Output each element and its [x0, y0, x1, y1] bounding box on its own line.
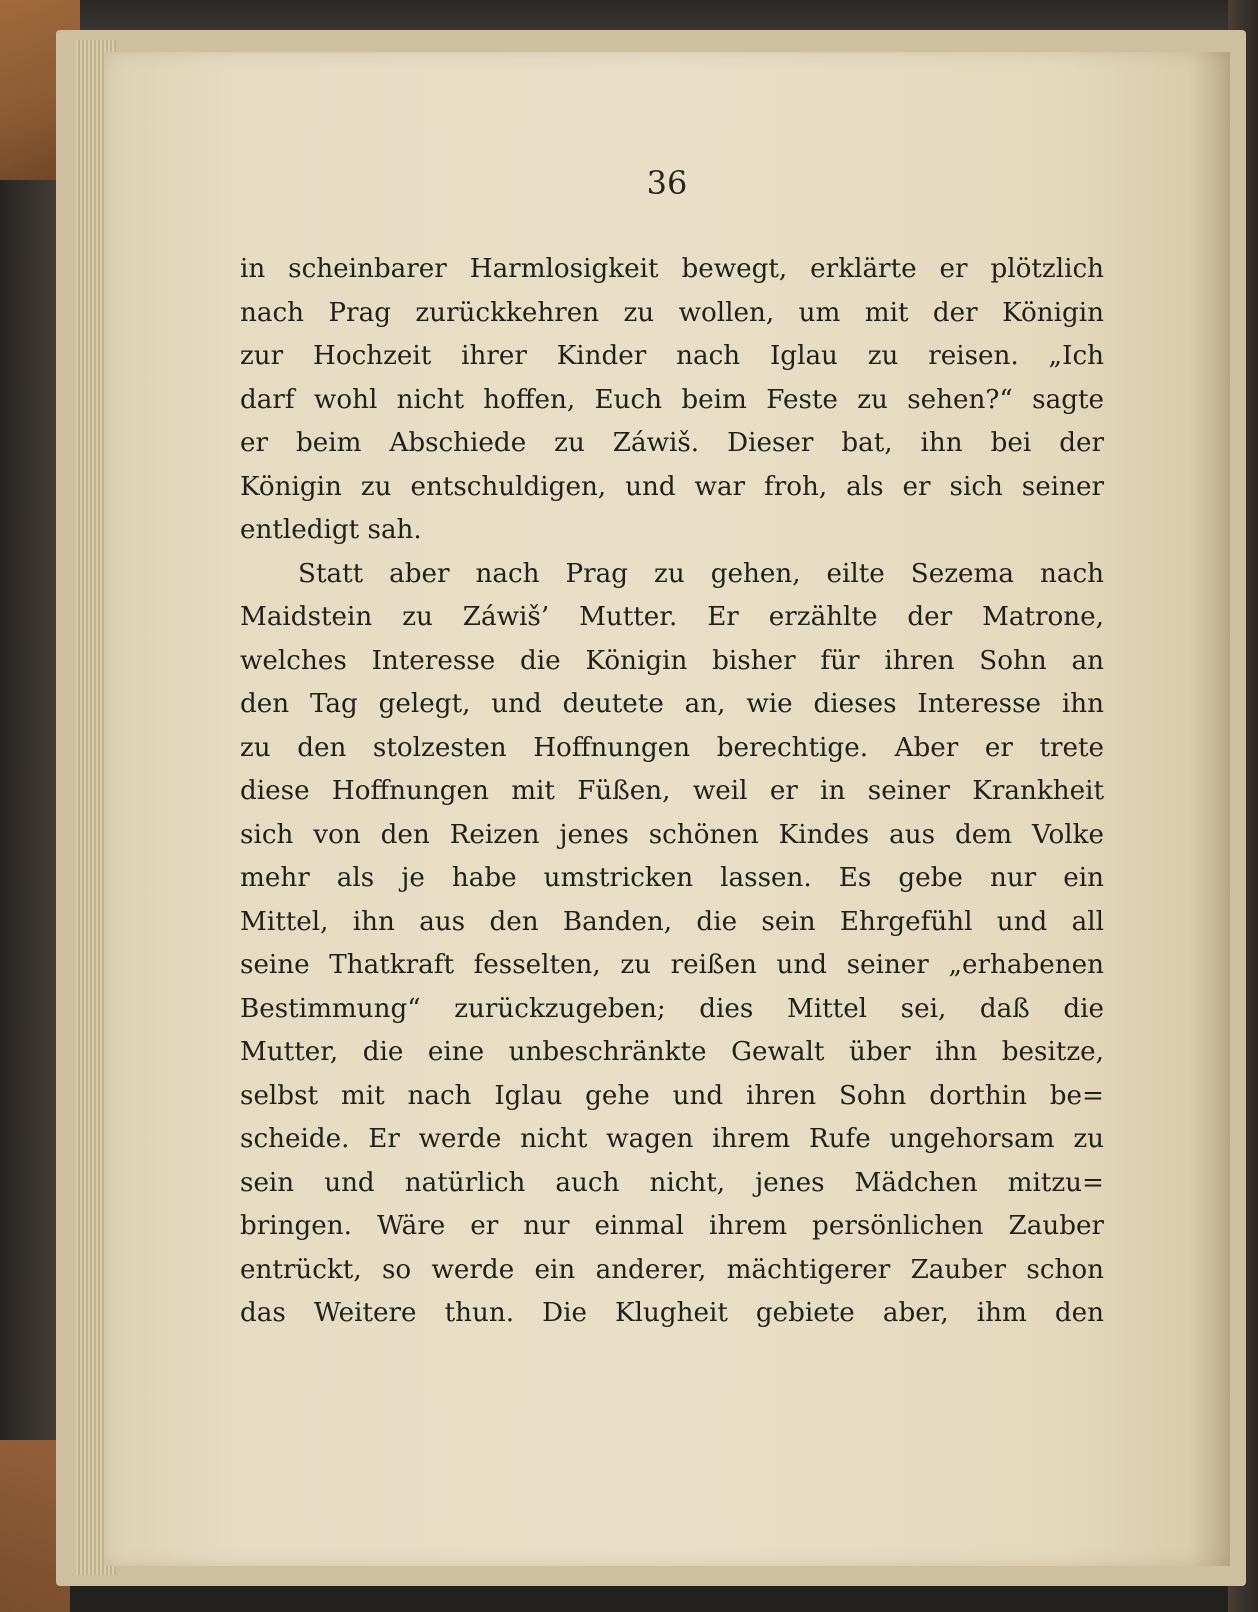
text-line: entledigt sah. [240, 515, 422, 545]
text-line: zur Hochzeit ihrer Kinder nach Iglau zu reisen. „Ich [240, 341, 1104, 371]
text-line: Mutter, die eine unbeschränkte Gewalt über ihn besitze, [240, 1037, 1104, 1067]
text-line [240, 1336, 1104, 1380]
text-line: Bestimmung“ zurückzugeben; dies Mittel sei, daß die [240, 993, 1104, 1024]
page-text [240, 248, 1104, 1379]
text-line: nach Prag zurückkehren zu wollen, um mit der Königin [240, 297, 1104, 328]
text-line: mehr als je habe umstricken lassen. Es gebe nur ein [240, 863, 1104, 893]
page-number: 36 [646, 164, 688, 202]
gutter-shadow [1190, 52, 1230, 1566]
text-line: selbst mit nach Iglau gehe und ihren Sohn dorthin be= [240, 1080, 1104, 1111]
text-line: sein und natürlich auch nicht, jenes Mädchen mitzu= [240, 1167, 1104, 1198]
book-page [104, 52, 1230, 1566]
book-cover-top [0, 0, 1258, 34]
text-line: diese Hoffnungen mit Füßen, weil er in seiner Krankheit [240, 776, 1104, 806]
text-line: entrückt, so werde ein anderer, mächtigerer Zauber schon [240, 1254, 1104, 1285]
text-line: Königin zu entschuldigen, und war froh, als er sich seiner [240, 471, 1104, 502]
text-line: Maidstein zu Záwiš’ Mutter. Er erzählte der Matrone, [240, 602, 1104, 632]
text-line: er beim Abschiede zu Záwiš. Dieser bat, ihn bei der [240, 428, 1104, 458]
text-line: Mittel, ihn aus den Banden, die sein Ehrgefühl und all [240, 906, 1104, 937]
text-line: scheide. Er werde nicht wagen ihrem Rufe ungehorsam zu [240, 1124, 1104, 1154]
text-line: sich von den Reizen jenes schönen Kindes aus dem Volke [240, 819, 1104, 850]
text-line: welches Interesse die Königin bisher für ihren Sohn an [240, 645, 1104, 676]
text-line: zu den stolzesten Hoffnungen berechtige. Aber er trete [240, 732, 1104, 763]
text-line: darf wohl nicht hoffen, Euch beim Feste zu sehen?“ sagte [240, 384, 1104, 415]
text-line: bringen. Wäre er nur einmal ihrem persönlichen Zauber [240, 1211, 1104, 1241]
text-line: Statt aber nach Prag zu gehen, eilte Sezema nach [298, 558, 1104, 589]
text-line: in scheinbarer Harmlosigkeit bewegt, erklärte er plötzlich [240, 254, 1104, 284]
text-line: das Weitere thun. Die Klugheit gebiete aber, ihm den [240, 1298, 1104, 1328]
text-line: seine Thatkraft fesselten, zu reißen und seiner „erhabenen [240, 950, 1104, 980]
text-line: den Tag gelegt, und deutete an, wie dieses Interesse ihn [240, 689, 1104, 719]
